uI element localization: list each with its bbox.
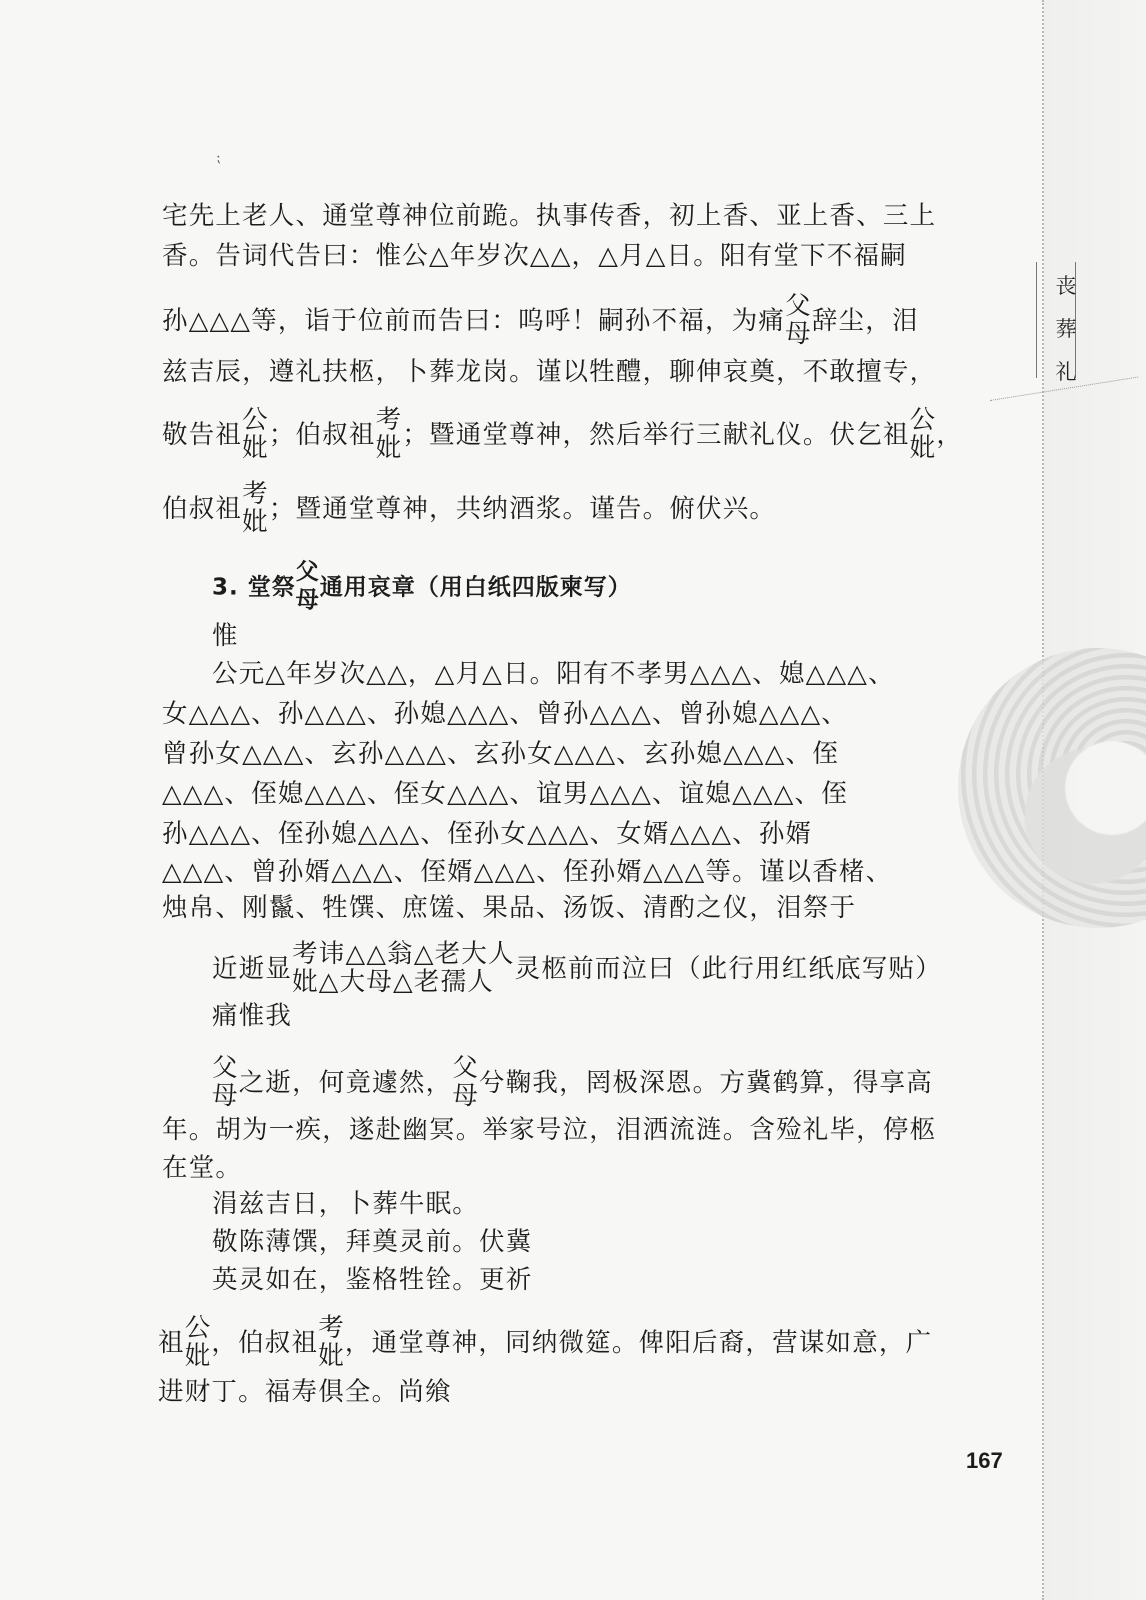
text-run: 孙△△△等，诣于位前而告曰：呜呼！嗣孙不福，为痛 [162, 306, 786, 336]
section-heading: 3. 堂祭 父 母 通用哀章（用白纸四版柬写） [212, 559, 632, 613]
side-tab-char-3: 礼 [1055, 360, 1077, 384]
text-line: △△△、曾孙婿△△△、侄婿△△△、侄孙婿△△△等。谨以香楮、 [162, 857, 893, 887]
text-line: 女△△△、孙△△△、孙媳△△△、曾孙△△△、曾孙媳△△△、 [162, 699, 848, 729]
text-line: 进财丁。福寿俱全。尚飨 [158, 1377, 452, 1407]
text-line: 公元△年岁次△△，△月△日。阳有不孝男△△△、媳△△△、 [212, 659, 895, 689]
decorative-medallion [958, 648, 1146, 928]
side-tab-char-1: 丧 [1055, 274, 1077, 298]
text-line: 伯叔祖 考 妣 ；暨通堂尊神，共纳酒浆。谨告。俯伏兴。 [162, 479, 777, 537]
text-line: 敬陈薄馔，拜奠灵前。伏冀 [212, 1227, 533, 1257]
stacked-characters: 考 妣 [318, 1313, 345, 1371]
text-line: 烛帛、刚鬣、牲馔、庶馐、果品、汤饭、清酌之仪，泪祭于 [162, 893, 857, 923]
page-number: 167 [966, 1448, 1003, 1473]
stacked-characters: 父 母 [295, 559, 320, 613]
stacked-characters: 父 母 [452, 1053, 480, 1111]
text-line: 兹吉辰，遵礼扶柩，卜葬龙岗。谨以牲醴，聊伸哀奠，不敢擅专， [162, 357, 937, 387]
stacked-characters: 考 妣 [242, 479, 269, 537]
text-line: 英灵如在，鉴格牲铨。更祈 [212, 1265, 533, 1295]
stray-mark: ⁏ [216, 150, 221, 166]
text-line: △△△、侄媳△△△、侄女△△△、谊男△△△、谊媳△△△、侄 [162, 779, 848, 809]
stacked-characters: 公 妣 [909, 405, 937, 463]
text-line: 敬告祖 公 妣 ；伯叔祖 考 妣 ；暨通堂尊神，然后举行三献礼仪。伏乞祖 公 妣 ， [162, 405, 964, 463]
text-line: 惟 [212, 621, 239, 651]
text-line: 孙△△△、侄孙媳△△△、侄孙女△△△、女婿△△△、孙婿 [162, 819, 813, 849]
text-line: 父 母 之逝，何竟遽然， 父 母 兮鞠我，罔极深恩。方冀鹤算，得享高 [212, 1053, 933, 1111]
side-tab-char-2: 葬 [1055, 317, 1077, 341]
stacked-characters: 父 母 [785, 291, 812, 349]
text-line: 曾孙女△△△、玄孙△△△、玄孙女△△△、玄孙媳△△△、侄 [162, 739, 839, 769]
text-line: 香。告词代告曰：惟公△年岁次△△，△月△日。阳有堂下不福嗣 [162, 241, 907, 271]
text-line: 近逝显 考讳△△翁△老大人 妣△大母△老孺人 灵柩前而泣曰（此行用红纸底写贴） [212, 939, 942, 997]
text-line: 痛惟我 [212, 1001, 293, 1031]
stacked-characters: 考讳△△翁△老大人 妣△大母△老孺人 [292, 939, 515, 997]
text-line: 宅先上老人、通堂尊神位前跪。执事传香，初上香、亚上香、三上 [162, 201, 937, 231]
text-line: 涓兹吉日，卜葬牛眠。 [212, 1189, 480, 1219]
text-line: 年。胡为一疾，遂赴幽冥。举家号泣，泪洒流涟。含殓礼毕，停柩 [162, 1115, 937, 1145]
text-run: 辞尘，泪 [811, 306, 919, 336]
text-line: 祖 公 妣 ，伯叔祖 考 妣 ，通堂尊神，同纳微筵。俾阳后裔，营谋如意，广 [158, 1313, 933, 1371]
stacked-characters: 公 妣 [184, 1313, 212, 1371]
stacked-characters: 公 妣 [242, 405, 269, 463]
text-line [162, 291, 919, 350]
text-line: 在堂。 [162, 1153, 243, 1183]
stacked-characters: 考 妣 [375, 405, 403, 463]
stacked-characters: 父 母 [212, 1053, 239, 1111]
